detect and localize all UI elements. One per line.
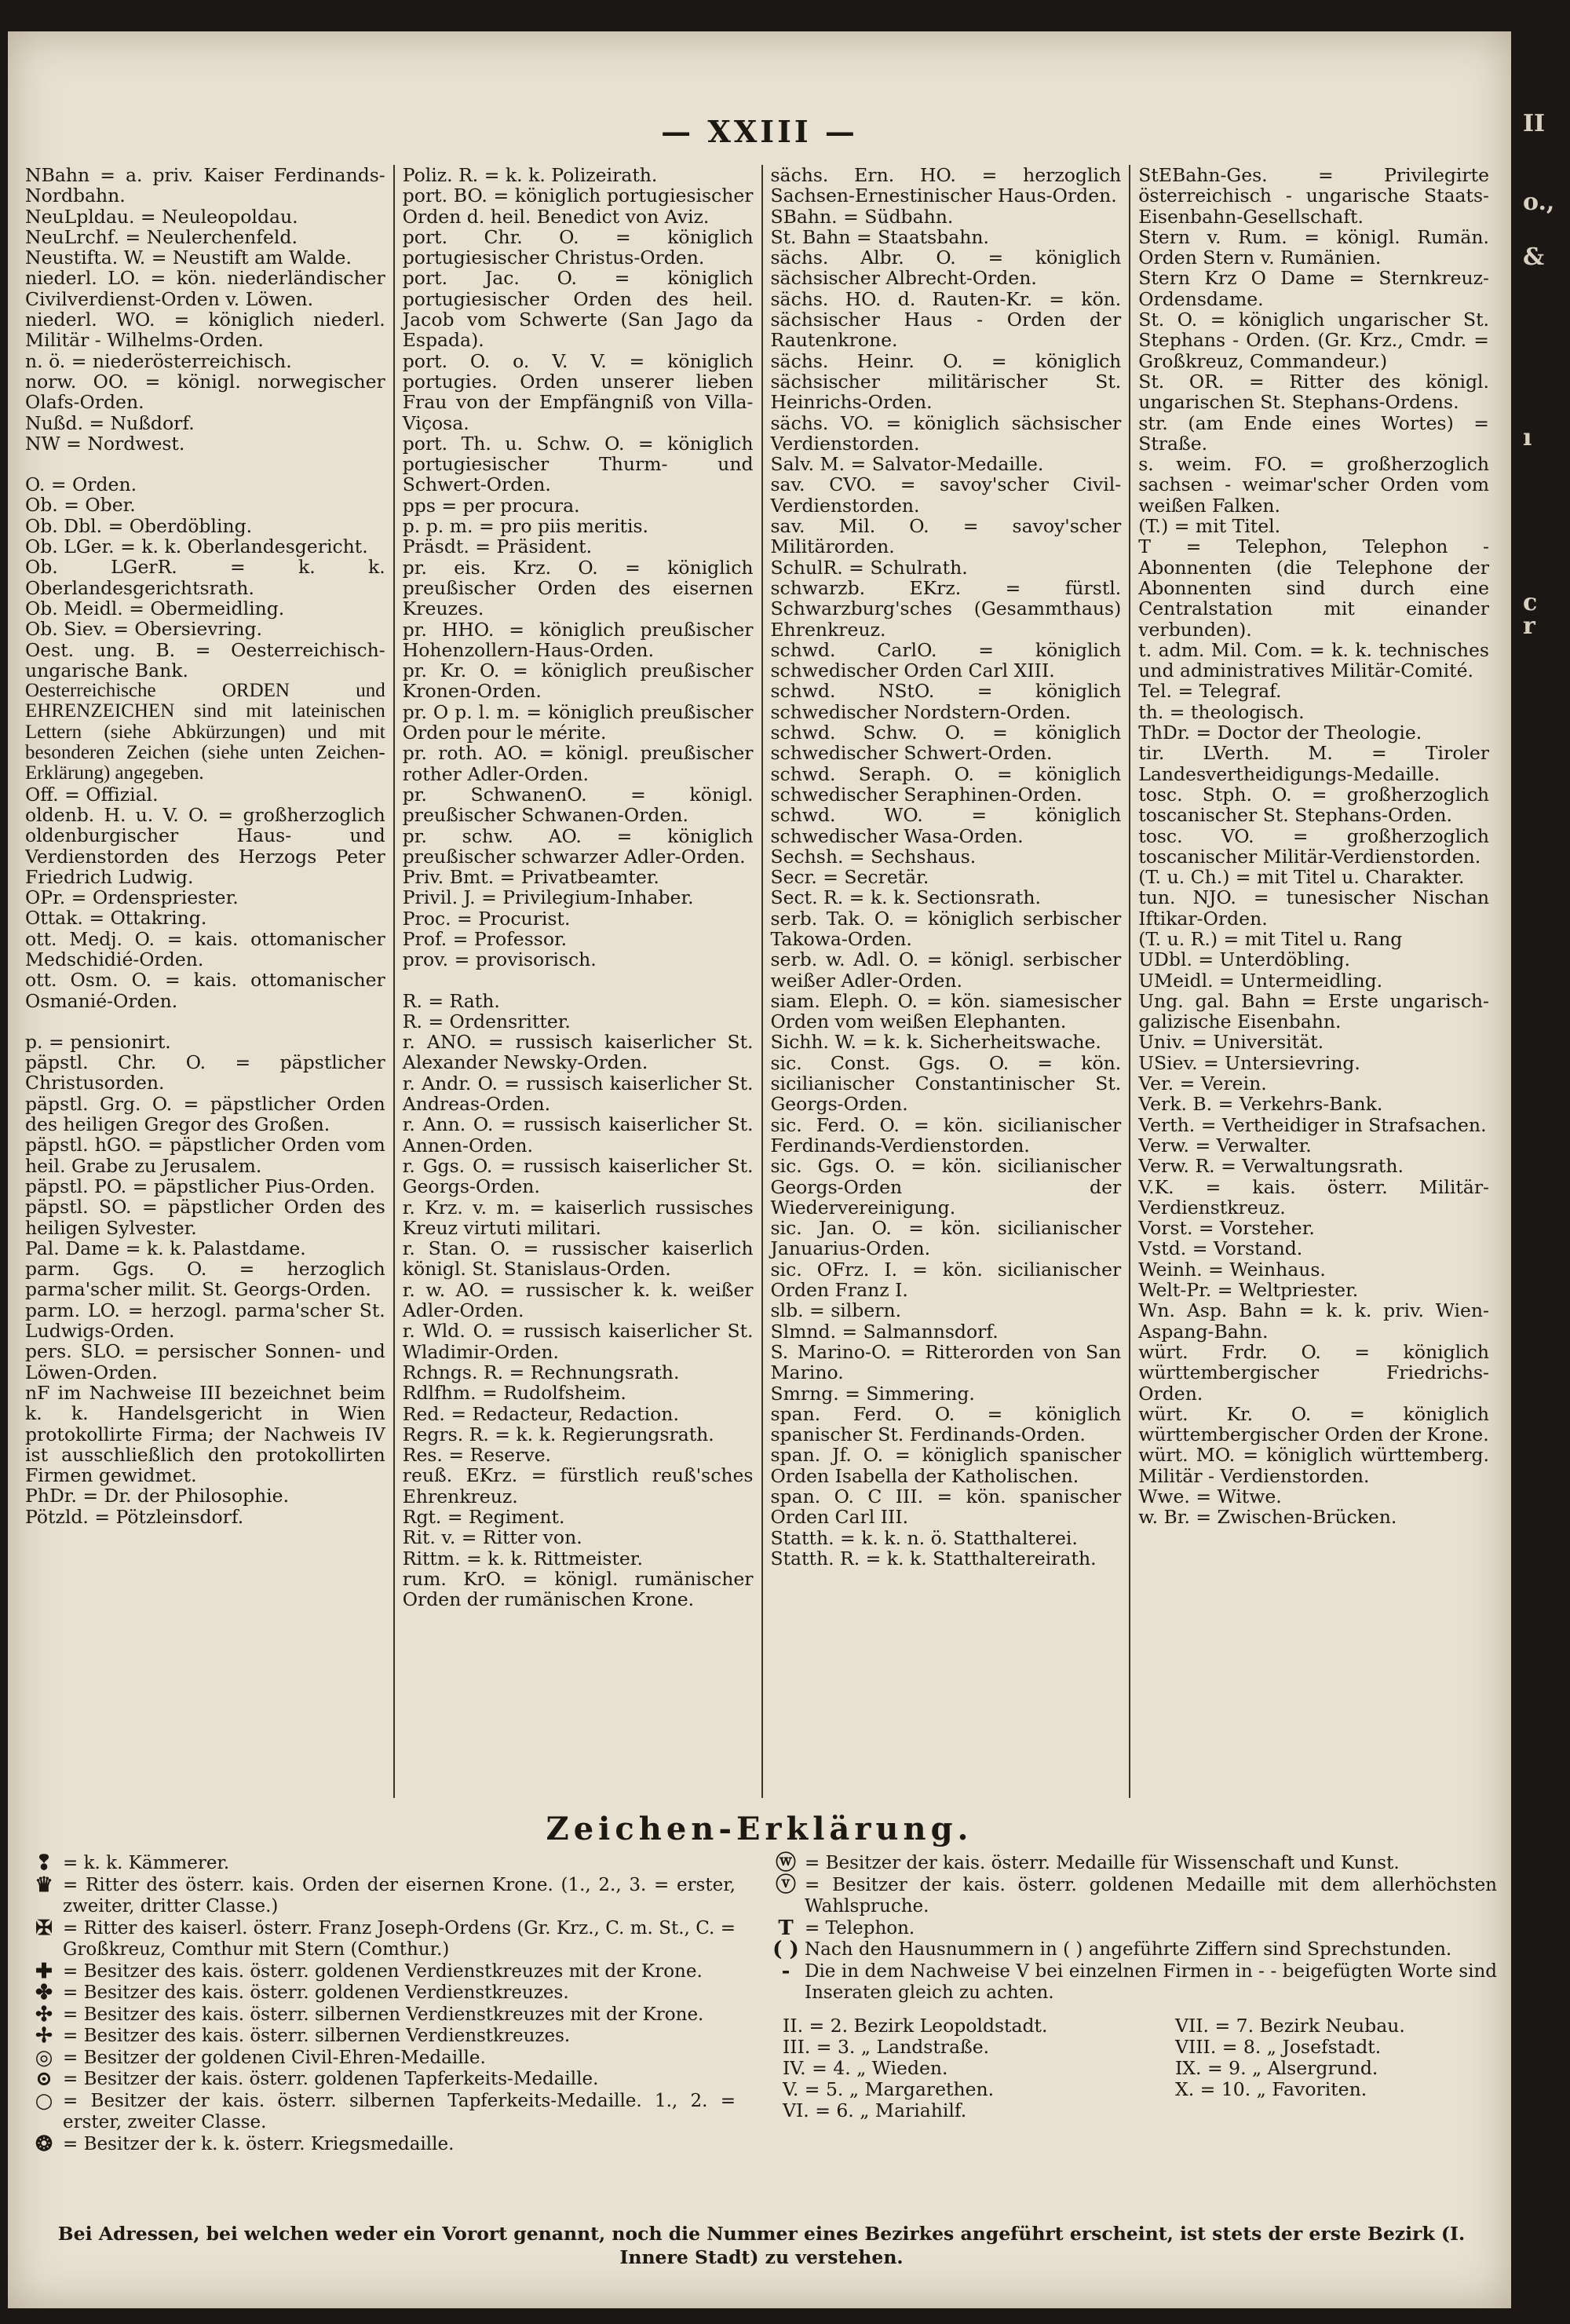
- abbreviation-entry: Secr. = Secretär.: [770, 866, 929, 889]
- abbreviation-entry: päpstl. SO. = päpstlicher Orden des heiligen Sylvester.: [25, 1196, 385, 1239]
- abbreviation-entry: Rchngs. R. = Rechnungsrath.: [402, 1361, 680, 1383]
- abbreviation-entry: sic. OFrz. I. = kön. sicilianischer Orden Franz I.: [770, 1258, 1122, 1302]
- abbreviation-entry: slb. = silbern.: [770, 1299, 902, 1322]
- legend-row: [25, 2134, 736, 2156]
- abbreviation-entry: NW = Nordwest.: [25, 432, 185, 455]
- abbreviation-entry: würt. MO. = königlich württemberg. Militär - Verdienstorden.: [1138, 1444, 1489, 1487]
- legend-symbol-icon: ✤: [35, 1981, 53, 2004]
- abbreviation-entry: w. Br. = Zwischen-Brücken.: [1138, 1506, 1397, 1529]
- abbreviation-entry: Ung. gal. Bahn = Erste ungarisch-galizische Eisenbahn.: [1138, 989, 1489, 1033]
- abbreviation-entry: sächs. HO. d. Rauten-Kr. = kön. sächsischer Haus - Orden der Rautenkrone.: [770, 287, 1122, 352]
- abbreviation-entry: Ob. Meidl. = Obermeidling.: [25, 597, 285, 619]
- abbreviation-entry: p. = pensionirt.: [25, 1030, 171, 1053]
- abbreviation-entry: SBahn. = Südbahn.: [770, 205, 954, 228]
- abbreviation-entry: O. = Orden.: [25, 473, 137, 496]
- abbreviation-entry: Ob. LGer. = k. k. Oberlandesgericht.: [25, 535, 368, 558]
- legend-row: [767, 1961, 1497, 2004]
- abbreviation-entry: Pötzld. = Pötzleinsdorf.: [25, 1505, 244, 1528]
- legend-text: = Besitzer des kais. österr. silbernen Verdienstkreuzes mit der Krone.: [63, 2004, 704, 2025]
- abbreviation-entry: schwd. Schw. O. = königlich schwedischer Schwert-Orden.: [770, 722, 1122, 765]
- edge-mark: o.,: [1523, 188, 1555, 216]
- column-3: [761, 165, 1130, 1798]
- district-entry: IX. = 9. „ Alsergrund.: [1175, 2056, 1378, 2079]
- legend-left: [25, 1853, 751, 2222]
- legend-row: [25, 1982, 736, 2004]
- abbreviation-entry: r. ANO. = russisch kaiserlicher St. Alexander Newsky-Orden.: [402, 1031, 754, 1074]
- abbreviation-entry: Verk. B. = Verkehrs-Bank.: [1138, 1093, 1383, 1116]
- legend-text: = Besitzer der kais. österr. silbernen Tapferkeits-Medaille. 1., 2. = erster, zweiter Classe.: [63, 2090, 736, 2132]
- abbreviation-entry: Vstd. = Vorstand.: [1138, 1237, 1303, 1260]
- abbreviation-entry: T = Telephon, Telephon - Abonnenten (die Telephone der Abonnenten sind durch eine Centralstation mit einander verbunden).: [1138, 535, 1489, 641]
- abbreviation-entry: th. = theologisch.: [1138, 700, 1305, 723]
- abbreviation-entry: sächs. Albr. O. = königlich sächsischer Albrecht-Orden.: [770, 247, 1122, 290]
- abbreviation-entry: niederl. WO. = königlich niederl. Militär - Wilhelms-Orden.: [25, 309, 385, 352]
- district-list: [767, 2015, 1497, 2121]
- abbreviation-entry: siam. Eleph. O. = kön. siamesischer Orden vom weißen Elephanten.: [770, 989, 1122, 1033]
- abbreviation-entry: rum. KrO. = königl. rumänischer Orden der rumänischen Krone.: [402, 1567, 754, 1611]
- abbreviation-entry: r. Stan. O. = russischer kaiserlich königl. St. Stanislaus-Orden.: [402, 1237, 754, 1281]
- abbreviation-entry: Ver. = Verein.: [1138, 1072, 1267, 1095]
- abbreviation-entry: R. = Ordensritter.: [402, 1010, 571, 1032]
- abbreviation-entry: Statth. R. = k. k. Statthaltereirath.: [770, 1547, 1097, 1569]
- abbreviation-entry: Stern Krz O Dame = Sternkreuz-Ordensdame.: [1138, 267, 1489, 310]
- abbreviation-entry: niederl. LO. = kön. niederländischer Civilverdienst-Orden v. Löwen.: [25, 267, 385, 310]
- edge-mark: r: [1523, 612, 1535, 640]
- abbreviation-entry: S. Marino-O. = Ritterorden von San Marino.: [770, 1340, 1122, 1384]
- legend-symbol-icon: ♛: [35, 1873, 53, 1897]
- abbreviation-entry: SchulR. = Schulrath.: [770, 556, 968, 579]
- abbreviation-entry: sächs. VO. = königlich sächsischer Verdienstorden.: [770, 411, 1122, 455]
- abbreviation-entry: Präsdt. = Präsident.: [402, 535, 593, 558]
- abbreviation-entry: parm. Ggs. O. = herzoglich parma'scher milit. St. Georgs-Orden.: [25, 1258, 385, 1301]
- legend-text: Nach den Hausnummern in ( ) angeführte Ziffern sind Sprechstunden.: [805, 1939, 1452, 1960]
- abbreviation-entry: päpstl. Grg. O. = päpstlicher Orden des heiligen Gregor des Großen.: [25, 1092, 385, 1136]
- legend-row: [25, 1875, 736, 1918]
- abbreviation-entry: n. ö. = niederösterreichisch.: [25, 349, 292, 372]
- abbreviation-entry: Welt-Pr. = Weltpriester.: [1138, 1279, 1359, 1302]
- abbreviation-entry: r. Wld. O. = russisch kaiserlicher St. Wladimir-Orden.: [402, 1320, 754, 1363]
- legend-row: [767, 1939, 1497, 1961]
- abbreviation-entry: r. Andr. O. = russisch kaiserlicher St. Andreas-Orden.: [402, 1072, 754, 1116]
- column-4: [1129, 165, 1497, 1798]
- abbreviation-entry: würt. Kr. O. = königlich württembergischer Orden der Krone.: [1138, 1402, 1489, 1446]
- abbreviation-entry: Vorst. = Vorsteher.: [1138, 1217, 1315, 1240]
- abbreviation-entry: Sichh. W. = k. k. Sicherheitswache.: [770, 1031, 1101, 1054]
- abbreviation-entry: Privil. J. = Privilegium-Inhaber.: [402, 886, 694, 909]
- abbreviation-entry: R. = Rath.: [402, 989, 500, 1012]
- column-2: [393, 165, 761, 1798]
- abbreviation-entry: pr. Kr. O. = königlich preußischer Kronen-Orden.: [402, 660, 754, 703]
- legend-text: = Besitzer des kais. österr. silbernen Verdienstkreuzes.: [63, 2026, 571, 2046]
- abbreviation-entry: (T. u. R.) = mit Titel u. Rang: [1138, 927, 1403, 950]
- abbreviation-entry: Ob. LGerR. = k. k. Oberlandesgerichtsrath.: [25, 556, 385, 599]
- legend-text: Die in dem Nachweise V bei einzelnen Firmen in - - beigefügten Worte sind Inseraten gleich zu achten.: [805, 1960, 1497, 2003]
- legend-text: = Besitzer der kais. österr. goldenen Tapferkeits-Medaille.: [63, 2069, 599, 2089]
- legend-text: = Telephon.: [805, 1917, 915, 1938]
- abbreviation-entry: sic. Ggs. O. = kön. sicilianischer Georgs-Orden der Wiedervereinigung.: [770, 1155, 1122, 1219]
- abbreviation-entry: serb. Tak. O. = königlich serbischer Takowa-Orden.: [770, 907, 1122, 950]
- abbreviation-entry: Ob. Siev. = Obersievring.: [25, 618, 262, 641]
- legend-text: = k. k. Kämmerer.: [63, 1853, 230, 1873]
- district-column-b: [1175, 2015, 1473, 2121]
- abbreviation-entry: Ottak. = Ottakring.: [25, 907, 207, 930]
- abbreviation-entry: sächs. Ern. HO. = herzoglich Sachsen-Ernestinischer Haus-Orden.: [770, 165, 1122, 207]
- abbreviation-entry: Neustifta. W. = Neustift am Walde.: [25, 247, 352, 269]
- legend-row: [25, 1961, 736, 1983]
- abbreviation-entry: sic. Ferd. O. = kön. sicilianischer Ferdinands-Verdienstorden.: [770, 1113, 1122, 1157]
- legend-symbol-icon: -: [781, 1959, 790, 1983]
- abbreviation-entry: Poliz. R. = k. k. Polizeirath.: [402, 165, 658, 186]
- abbreviation-entry: p. p. m. = pro piis meritis.: [402, 515, 649, 538]
- legend-text: = Besitzer der kais. österr. goldenen Medaille mit dem allerhöchsten Wahlspruche.: [805, 1874, 1497, 1917]
- abbreviation-entry: norw. OO. = königl. norwegischer Olafs-Orden.: [25, 370, 385, 414]
- abbreviation-entry: r. Krz. v. m. = kaiserlich russisches Kreuz virtuti militari.: [402, 1196, 754, 1239]
- legend-row: [767, 1853, 1497, 1875]
- abbreviation-entry: UDbl. = Unterdöbling.: [1138, 948, 1350, 971]
- abbreviation-entry: span. O. C III. = kön. spanischer Orden Carl III.: [770, 1485, 1122, 1529]
- abbreviation-entry: tosc. VO. = großherzoglich toscanischer Militär-Verdienstorden.: [1138, 824, 1489, 868]
- abbreviation-entry: tir. LVerth. M. = Tiroler Landesvertheidigungs-Medaille.: [1138, 742, 1489, 785]
- abbreviation-entry: Sechsh. = Sechshaus.: [770, 845, 977, 868]
- abbreviation-entry: t. adm. Mil. Com. = k. k. technisches und administratives Militär-Comité.: [1138, 638, 1489, 682]
- abbreviation-entry: sav. CVO. = savoy'scher Civil-Verdienstorden.: [770, 473, 1122, 517]
- abbreviation-entry: r. Ann. O. = russisch kaiserlicher St. Annen-Orden.: [402, 1113, 754, 1157]
- abbreviation-entry: tun. NJO. = tunesischer Nischan Iftikar-Orden.: [1138, 886, 1489, 930]
- district-entry: III. = 3. „ Landstraße.: [783, 2035, 990, 2058]
- abbreviation-entry: pers. SLO. = persischer Sonnen- und Löwen-Orden.: [25, 1340, 385, 1383]
- legend-row: [25, 2088, 736, 2134]
- abbreviation-entry: UMeidl. = Untermeidling.: [1138, 969, 1383, 992]
- footnote: Bei Adressen, bei welchen weder ein Vorort genannt, noch die Nummer eines Bezirkes angeführt erscheint, ist stets der erste Bezirk (I. Innere Stadt) zu verstehen.: [57, 2223, 1466, 2268]
- abbreviation-entry: St. Bahn = Staatsbahn.: [770, 225, 990, 248]
- abbreviation-entry: Priv. Bmt. = Privatbeamter.: [402, 866, 659, 889]
- abbreviation-entry: pr. schw. AO. = königlich preußischer schwarzer Adler-Orden.: [402, 824, 754, 868]
- district-entry: V. = 5. „ Margarethen.: [783, 2077, 995, 2100]
- abbreviation-entry: schwd. CarlO. = königlich schwedischer Orden Carl XIII.: [770, 638, 1122, 682]
- column-1: [25, 165, 393, 1798]
- abbreviation-entry: prov. = provisorisch.: [402, 948, 597, 971]
- legend-symbol-icon: ○: [35, 2088, 53, 2113]
- edge-mark: c: [1523, 589, 1538, 616]
- abbreviation-entry: Univ. = Universität.: [1138, 1031, 1324, 1054]
- adjacent-page-edge: [1515, 94, 1570, 2214]
- abbreviation-entry: Oesterreichische ORDEN und EHRENZEICHEN sind mit lateinischen Lettern (siehe Abkürzungen) und mit besonderen Zeichen (siehe unten Zeichen-Erklärung) angegeben.: [25, 680, 385, 784]
- district-entry: II. = 2. Bezirk Leopoldstadt.: [783, 2014, 1048, 2037]
- legend-row: [25, 2045, 736, 2070]
- abbreviation-entry: Wn. Asp. Bahn = k. k. priv. Wien-Aspang-Bahn.: [1138, 1299, 1489, 1343]
- page-sheet: [8, 31, 1511, 2308]
- abbreviation-entry: Pal. Dame = k. k. Palastdame.: [25, 1237, 306, 1259]
- abbreviation-entry: päpstl. hGO. = päpstlicher Orden vom heil. Grabe zu Jerusalem.: [25, 1134, 385, 1177]
- district-entry: VIII. = 8. „ Josefstadt.: [1175, 2035, 1382, 2058]
- abbreviation-entry: St. OR. = Ritter des königl. ungarischen St. Stephans-Ordens.: [1138, 370, 1489, 414]
- edge-mark: &: [1523, 243, 1545, 271]
- abbreviation-entry: r. w. AO. = russischer k. k. weißer Adler-Orden.: [402, 1278, 754, 1322]
- legend-symbol-icon: ◎: [35, 2045, 53, 2070]
- abbreviation-entry: pr. eis. Krz. O. = königlich preußischer Orden des eisernen Kreuzes.: [402, 556, 754, 620]
- abbreviation-entry: Stern v. Rum. = königl. Rumän. Orden Stern v. Rumänien.: [1138, 225, 1489, 269]
- abbreviation-entry: Wwe. = Witwe.: [1138, 1485, 1282, 1507]
- abbreviation-entry: Rit. v. = Ritter von.: [402, 1526, 582, 1549]
- abbreviation-entry: NBahn = a. priv. Kaiser Ferdinands-Nordbahn.: [25, 165, 385, 207]
- abbreviation-columns: [25, 165, 1497, 1798]
- abbreviation-entry: pps = per procura.: [402, 494, 580, 517]
- edge-mark: ı: [1523, 424, 1532, 451]
- abbreviation-entry: Oest. ung. B. = Oesterreichisch-ungarische Bank.: [25, 638, 385, 681]
- legend-text: = Besitzer der kais. österr. Medaille für Wissenschaft und Kunst.: [805, 1853, 1400, 1873]
- abbreviation-entry: r. Ggs. O. = russisch kaiserlicher St. Georgs-Orden.: [402, 1154, 754, 1198]
- abbreviation-entry: pr. HHO. = königlich preußischer Hohenzollern-Haus-Orden.: [402, 618, 754, 661]
- abbreviation-entry: port. O. o. V. V. = königlich portugies. Orden unserer lieben Frau von der Empfängniß von Villa-Viçosa.: [402, 349, 754, 434]
- legend-symbol-icon: ❂: [35, 2132, 53, 2156]
- abbreviation-entry: Slmnd. = Salmannsdorf.: [770, 1320, 999, 1343]
- abbreviation-entry: Sect. R. = k. k. Sectionsrath.: [770, 886, 1041, 909]
- legend-text: = Besitzer des kais. österr. goldenen Verdienstkreuzes mit der Krone.: [63, 1960, 703, 1982]
- abbreviation-entry: pr. roth. AO. = königl. preußischer rother Adler-Orden.: [402, 742, 754, 785]
- district-entry: X. = 10. „ Favoriten.: [1175, 2077, 1367, 2100]
- page-title: — XXIII —: [661, 114, 858, 149]
- abbreviation-entry: schwarzb. EKrz. = fürstl. Schwarzburg'sches (Gesammthaus) Ehrenkreuz.: [770, 576, 1122, 641]
- abbreviation-entry: Off. = Offizial.: [25, 783, 159, 806]
- district-entry: IV. = 4. „ Wieden.: [783, 2056, 948, 2079]
- abbreviation-entry: Verw. = Verwalter.: [1138, 1134, 1312, 1157]
- abbreviation-entry: sic. Jan. O. = kön. sicilianischer Januarius-Orden.: [770, 1217, 1122, 1260]
- abbreviation-entry: StEBahn-Ges. = Privilegirte österreichisch - ungarische Staats-Eisenbahn-Gesellschaft.: [1138, 165, 1489, 228]
- abbreviation-entry: ott. Medj. O. = kais. ottomanischer Medschidié-Orden.: [25, 927, 385, 970]
- abbreviation-entry: schwd. Seraph. O. = königlich schwedischer Seraphinen-Orden.: [770, 762, 1122, 806]
- legend-title: Zeichen-Erklärung.: [546, 1811, 973, 1847]
- abbreviation-entry: NeuLrchf. = Neulerchenfeld.: [25, 225, 298, 248]
- abbreviation-entry: USiev. = Untersievring.: [1138, 1051, 1360, 1074]
- abbreviation-entry: V.K. = kais. österr. Militär-Verdienstkreuz.: [1138, 1175, 1489, 1219]
- abbreviation-entry: ott. Osm. O. = kais. ottomanischer Osmanié-Orden.: [25, 969, 385, 1012]
- abbreviation-entry: Prof. = Professor.: [402, 927, 568, 950]
- abbreviation-entry: s. weim. FO. = großherzoglich sachsen - weimar'scher Orden vom weißen Falken.: [1138, 453, 1489, 517]
- abbreviation-entry: Ob. Dbl. = Oberdöbling.: [25, 514, 253, 537]
- abbreviation-entry: Rdlfhm. = Rudolfsheim.: [402, 1382, 626, 1405]
- abbreviation-entry: port. Th. u. Schw. O. = königlich portugiesischer Thurm- und Schwert-Orden.: [402, 432, 754, 496]
- abbreviation-entry: päpstl. PO. = päpstlicher Pius-Orden.: [25, 1175, 375, 1197]
- legend-symbol-icon: ✚: [35, 1959, 53, 1983]
- legend-text: = Besitzer der goldenen Civil-Ehren-Medaille.: [63, 2047, 486, 2068]
- abbreviation-entry: parm. LO. = herzogl. parma'scher St. Ludwigs-Orden.: [25, 1299, 385, 1343]
- legend-row: [767, 1875, 1497, 1918]
- abbreviation-entry: sächs. Heinr. O. = königlich sächsischer militärischer St. Heinrichs-Orden.: [770, 349, 1122, 414]
- abbreviation-entry: serb. w. Adl. O. = königl. serbischer weißer Adler-Orden.: [770, 948, 1122, 992]
- abbreviation-entry: Verth. = Vertheidiger in Strafsachen.: [1138, 1113, 1487, 1136]
- legend-row: [25, 2069, 736, 2091]
- legend-row: [25, 2004, 736, 2026]
- abbreviation-entry: port. BO. = königlich portugiesischer Orden d. heil. Benedict von Aviz.: [402, 185, 754, 228]
- abbreviation-entry: Smrng. = Simmering.: [770, 1382, 975, 1405]
- abbreviation-entry: Proc. = Procurist.: [402, 907, 571, 930]
- legend-text: = Ritter des österr. kais. Orden der eisernen Krone. (1., 2., 3. = erster, zweiter, dritter Classe.): [63, 1874, 736, 1917]
- abbreviation-entry: oldenb. H. u. V. O. = großherzoglich oldenburgischer Haus- und Verdienstorden des Herzogs Peter Friedrich Ludwig.: [25, 803, 385, 888]
- abbreviation-entry: reuß. EKrz. = fürstlich reuß'sches Ehrenkreuz.: [402, 1464, 754, 1507]
- abbreviation-entry: Rgt. = Regiment.: [402, 1506, 565, 1528]
- abbreviation-entry: Salv. M. = Salvator-Medaille.: [770, 453, 1044, 476]
- legend-symbol-icon: ✣: [35, 2002, 53, 2026]
- abbreviation-entry: Nußd. = Nußdorf.: [25, 411, 195, 434]
- abbreviation-entry: Verw. R. = Verwaltungsrath.: [1138, 1155, 1404, 1178]
- abbreviation-entry: span. Jf. O. = königlich spanischer Orden Isabella der Katholischen.: [770, 1444, 1122, 1487]
- abbreviation-entry: PhDr. = Dr. der Philosophie.: [25, 1485, 290, 1507]
- legend-row: [767, 1918, 1497, 1940]
- abbreviation-entry: Ob. = Ober.: [25, 494, 136, 517]
- legend-text: = Besitzer des kais. österr. goldenen Verdienstkreuzes.: [63, 1982, 569, 2003]
- legend-symbol-icon: ⊙: [35, 2067, 53, 2091]
- abbreviation-entry: sav. Mil. O. = savoy'scher Militärorden.: [770, 515, 1122, 558]
- legend-symbol-icon: ⓥ: [775, 1873, 796, 1897]
- legend-text: = Ritter des kaiserl. österr. Franz Joseph-Ordens (Gr. Krz., C. m. St., C. = Großkreuz, Comthur mit Stern (Comthur.): [63, 1917, 736, 1960]
- abbreviation-entry: päpstl. Chr. O. = päpstlicher Christusorden.: [25, 1051, 385, 1094]
- abbreviation-entry: str. (am Ende eines Wortes) = Straße.: [1138, 411, 1489, 455]
- legend: [25, 1853, 1497, 2222]
- legend-symbol-icon: ( ): [772, 1938, 799, 1961]
- legend-symbol-icon: ✠: [35, 1916, 53, 1940]
- abbreviation-entry: Res. = Reserve.: [402, 1444, 551, 1467]
- legend-symbol-icon: T: [778, 1916, 794, 1940]
- abbreviation-entry: St. O. = königlich ungarischer St. Stephans - Orden. (Gr. Krz., Cmdr. = Großkreuz, Commandeur.): [1138, 309, 1489, 372]
- abbreviation-entry: port. Jac. O. = königlich portugiesischer Orden des heil. Jacob vom Schwerte (San Jago da Espada).: [402, 267, 754, 352]
- legend-symbol-icon: ❢: [35, 1851, 53, 1875]
- abbreviation-entry: tosc. Stph. O. = großherzoglich toscanischer St. Stephans-Orden.: [1138, 783, 1489, 827]
- legend-text: = Besitzer der k. k. österr. Kriegsmedaille.: [63, 2133, 455, 2154]
- legend-symbol-icon: ⓦ: [775, 1851, 796, 1875]
- abbreviation-entry: schwd. WO. = königlich schwedischer Wasa-Orden.: [770, 804, 1122, 847]
- district-entry: VI. = 6. „ Mariahilf.: [783, 2099, 967, 2121]
- legend-row: [25, 2026, 736, 2048]
- abbreviation-entry: Statth. = k. k. n. ö. Statthalterei.: [770, 1526, 1078, 1549]
- abbreviation-entry: NeuLpldau. = Neuleopoldau.: [25, 205, 298, 228]
- abbreviation-entry: OPr. = Ordenspriester.: [25, 886, 239, 909]
- abbreviation-entry: port. Chr. O. = königlich portugiesischer Christus-Orden.: [402, 225, 754, 269]
- abbreviation-entry: nF im Nachweise III bezeichnet beim k. k. Handelsgericht in Wien protokollirte Firma; der Nachweis IV ist ausschließlich den protokollirten Firmen gewidmet.: [25, 1381, 385, 1487]
- district-column-a: [767, 2015, 1175, 2121]
- edge-mark: II: [1523, 110, 1546, 137]
- abbreviation-entry: würt. Frdr. O. = königlich württembergischer Friedrichs-Orden.: [1138, 1340, 1489, 1405]
- abbreviation-entry: Tel. = Telegraf.: [1138, 680, 1282, 703]
- district-entry: VII. = 7. Bezirk Neubau.: [1175, 2014, 1405, 2037]
- abbreviation-entry: pr. SchwanenO. = königl. preußischer Schwanen-Orden.: [402, 783, 754, 827]
- legend-right-list: [767, 1853, 1497, 2004]
- abbreviation-entry: (T.) = mit Titel.: [1138, 515, 1281, 538]
- legend-right: [751, 1853, 1497, 2222]
- abbreviation-entry: span. Ferd. O. = königlich spanischer St. Ferdinands-Orden.: [770, 1402, 1122, 1446]
- abbreviation-entry: (T. u. Ch.) = mit Titel u. Charakter.: [1138, 866, 1465, 889]
- abbreviation-entry: ThDr. = Doctor der Theologie.: [1138, 722, 1422, 744]
- legend-symbol-icon: ✢: [35, 2024, 53, 2048]
- abbreviation-entry: Weinh. = Weinhaus.: [1138, 1258, 1326, 1281]
- abbreviation-entry: schwd. NStO. = königlich schwedischer Nordstern-Orden.: [770, 680, 1122, 723]
- legend-row: [25, 1853, 736, 1875]
- abbreviation-entry: sic. Const. Ggs. O. = kön. sicilianischer Constantinischer St. Georgs-Orden.: [770, 1051, 1122, 1116]
- abbreviation-entry: Rittm. = k. k. Rittmeister.: [402, 1547, 643, 1569]
- abbreviation-entry: Regrs. R. = k. k. Regierungsrath.: [402, 1423, 714, 1445]
- abbreviation-entry: pr. O p. l. m. = königlich preußischer Orden pour le mérite.: [402, 700, 754, 744]
- legend-row: [25, 1918, 736, 1961]
- abbreviation-entry: Red. = Redacteur, Redaction.: [402, 1402, 679, 1425]
